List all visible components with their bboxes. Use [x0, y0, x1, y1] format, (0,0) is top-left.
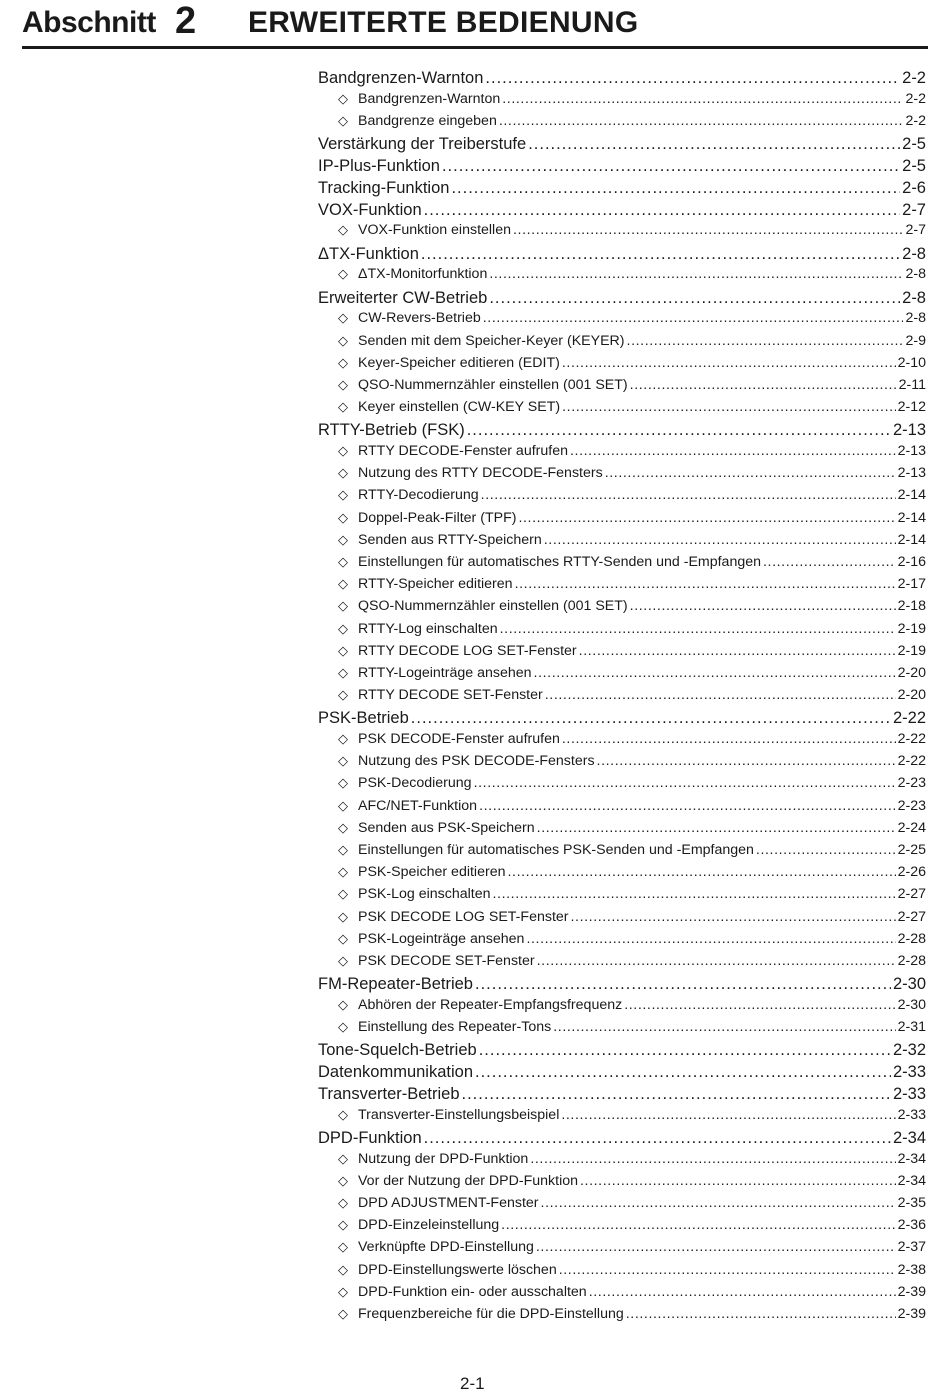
toc-entry-page: 2-26	[897, 864, 926, 881]
toc-entry-label: Erweiterter CW-Betrieb	[318, 288, 488, 307]
toc-entry-label: Bandgrenzen-Warnton	[318, 69, 484, 87]
toc-entry-page: 2-10	[897, 354, 926, 371]
toc-entry-page: 2-2	[902, 69, 926, 87]
toc-subentry[interactable]	[318, 91, 926, 113]
toc-subentry[interactable]	[318, 355, 926, 377]
toc-entry-page: 2-34	[897, 1172, 926, 1189]
toc-subentry[interactable]	[318, 1217, 926, 1239]
toc-subentry[interactable]	[318, 665, 926, 687]
dot-leader	[442, 157, 900, 176]
dot-leader	[518, 510, 895, 526]
toc-entry-page: 2-39	[897, 1283, 926, 1300]
toc-entry-label: DPD-Funktion ein- oder ausschalten	[358, 1283, 587, 1300]
toc-entry[interactable]	[318, 245, 926, 267]
dot-leader	[562, 731, 896, 747]
dot-leader	[502, 91, 903, 107]
toc-entry[interactable]	[318, 289, 926, 311]
toc-subentry[interactable]	[318, 731, 926, 753]
toc-subentry[interactable]	[318, 621, 926, 643]
toc-subentry[interactable]	[318, 554, 926, 576]
toc-subentry[interactable]	[318, 333, 926, 355]
toc-entry-page: 2-27	[897, 908, 926, 925]
toc-entry-label: VOX-Funktion	[318, 200, 422, 219]
toc-entry-page: 2-22	[897, 731, 926, 748]
toc-entry-label: RTTY DECODE SET-Fenster	[358, 687, 543, 704]
toc-subentry[interactable]	[318, 443, 926, 465]
diamond-bullet-icon: ◇	[338, 642, 348, 658]
diamond-bullet-icon: ◇	[338, 753, 348, 769]
toc-entry-page: 2-2	[905, 90, 926, 107]
toc-subentry[interactable]	[318, 997, 926, 1019]
toc-entry-page: 2-14	[897, 531, 926, 548]
diamond-bullet-icon: ◇	[338, 1283, 348, 1299]
toc-entry-label: Einstellung des Repeater-Tons	[358, 1019, 552, 1036]
toc-entry-label: PSK DECODE SET-Fenster	[358, 952, 535, 969]
toc-subentry[interactable]	[318, 598, 926, 620]
dot-leader	[507, 864, 895, 880]
toc-subentry[interactable]	[318, 532, 926, 554]
toc-entry-page: 2-13	[892, 421, 926, 440]
toc-entry-page: 2-13	[897, 465, 926, 482]
toc-entry-page: 2-20	[897, 664, 926, 681]
toc-entry-page: 2-8	[905, 310, 926, 327]
section-header	[22, 0, 928, 49]
toc-entry-page: 2-5	[902, 156, 926, 175]
dot-leader	[763, 554, 896, 570]
toc-subentry[interactable]	[318, 864, 926, 886]
dot-leader	[424, 1129, 891, 1148]
dot-leader	[485, 69, 900, 88]
toc-entry-page: 2-32	[892, 1041, 926, 1060]
dot-leader	[537, 953, 896, 969]
dot-leader	[479, 798, 896, 814]
dot-leader	[580, 1173, 896, 1189]
toc-subentry[interactable]	[318, 1019, 926, 1041]
dot-leader	[421, 245, 900, 264]
toc-subentry[interactable]	[318, 1173, 926, 1195]
toc-entry-label: RTTY DECODE-Fenster aufrufen	[358, 443, 568, 460]
toc-entry[interactable]	[318, 1129, 926, 1151]
diamond-bullet-icon: ◇	[338, 819, 348, 835]
dot-leader	[424, 201, 901, 220]
toc-entry-page: 2-33	[892, 1063, 926, 1082]
diamond-bullet-icon: ◇	[338, 996, 348, 1012]
toc-entry-label: DPD-Einstellungswerte löschen	[358, 1261, 557, 1278]
diamond-bullet-icon: ◇	[338, 1172, 348, 1188]
diamond-bullet-icon: ◇	[338, 1019, 348, 1035]
dot-leader	[570, 443, 896, 459]
toc-entry-label: DPD-Funktion	[318, 1128, 422, 1147]
toc-entry-page: 2-27	[897, 886, 926, 903]
toc-subentry[interactable]	[318, 222, 926, 244]
dot-leader	[489, 289, 900, 308]
toc-entry-label: FM-Repeater-Betrieb	[318, 975, 473, 994]
diamond-bullet-icon: ◇	[338, 332, 348, 348]
toc-entry-label: Einstellungen für automatisches PSK-Senden und -Empfangen	[358, 842, 754, 859]
toc-entry-page: 2-22	[892, 709, 926, 728]
toc-entry[interactable]	[318, 179, 926, 201]
toc-entry-label: CW-Revers-Betrieb	[358, 310, 481, 327]
diamond-bullet-icon: ◇	[338, 222, 348, 238]
toc-subentry[interactable]	[318, 465, 926, 487]
toc-entry-page: 2-6	[902, 178, 926, 197]
toc-entry-page: 2-13	[897, 443, 926, 460]
toc-subentry[interactable]	[318, 1284, 926, 1306]
toc-entry-label: Senden aus RTTY-Speichern	[358, 531, 542, 548]
toc-entry-label: Tone-Squelch-Betrieb	[318, 1041, 477, 1060]
toc-entry-page: 2-8	[905, 266, 926, 283]
toc-entry-page: 2-14	[897, 487, 926, 504]
dot-leader	[630, 377, 897, 393]
toc-entry-label: Einstellungen für automatisches RTTY-Senden und -Empfangen	[358, 554, 762, 570]
toc-entry-label: RTTY-Logeinträge ansehen	[358, 664, 532, 681]
diamond-bullet-icon: ◇	[338, 952, 348, 968]
diamond-bullet-icon: ◇	[338, 842, 348, 858]
toc-entry[interactable]	[318, 1085, 926, 1107]
toc-entry-label: Verstärkung der Treiberstufe	[318, 135, 527, 154]
toc-entry-label: Verknüpfte DPD-Einstellung	[358, 1239, 534, 1256]
toc-entry[interactable]	[318, 1041, 926, 1063]
diamond-bullet-icon: ◇	[338, 1306, 348, 1322]
toc-entry-page: 2-34	[897, 1150, 926, 1167]
dot-leader	[499, 113, 904, 129]
dot-leader	[561, 1107, 895, 1123]
toc-entry-label: PSK-Decodierung	[358, 775, 472, 792]
toc-entry-label: Transverter-Einstellungsbeispiel	[358, 1106, 560, 1123]
toc-subentry[interactable]	[318, 1195, 926, 1217]
dot-leader	[541, 1195, 896, 1211]
dot-leader	[489, 266, 903, 282]
dot-leader	[559, 1262, 896, 1278]
toc-entry-page: 2-20	[897, 687, 926, 704]
toc-subentry[interactable]	[318, 310, 926, 332]
toc-entry-page: 2-14	[897, 509, 926, 526]
diamond-bullet-icon: ◇	[338, 399, 348, 415]
dot-leader	[536, 1239, 896, 1255]
toc-subentry[interactable]	[318, 1306, 926, 1328]
dot-leader	[474, 775, 896, 791]
section-number: 2	[175, 0, 197, 42]
toc-entry-page: 2-23	[897, 775, 926, 792]
toc-entry-label: RTTY-Betrieb (FSK)	[318, 421, 465, 440]
dot-leader	[571, 909, 896, 925]
dot-leader	[500, 621, 896, 637]
diamond-bullet-icon: ◇	[338, 554, 348, 569]
diamond-bullet-icon: ◇	[338, 930, 348, 946]
toc-entry-label: Bandgrenze eingeben	[358, 112, 497, 129]
toc-subentry[interactable]	[318, 842, 926, 864]
toc-entry-label: Nutzung des PSK DECODE-Fensters	[358, 753, 595, 770]
dot-leader	[597, 753, 896, 769]
toc-entry-page: 2-34	[892, 1128, 926, 1147]
dot-leader	[626, 1306, 896, 1322]
dot-leader	[562, 399, 895, 415]
toc-entry-label: Nutzung der DPD-Funktion	[358, 1150, 529, 1167]
diamond-bullet-icon: ◇	[338, 266, 348, 282]
toc-subentry[interactable]	[318, 820, 926, 842]
toc-entry[interactable]	[318, 201, 926, 223]
toc-subentry[interactable]	[318, 510, 926, 532]
diamond-bullet-icon: ◇	[338, 687, 348, 703]
toc-entry-label: RTTY-Speicher editieren	[358, 576, 513, 593]
diamond-bullet-icon: ◇	[338, 1217, 348, 1233]
toc-entry-page: 2-19	[897, 642, 926, 659]
dot-leader	[544, 532, 896, 548]
toc-entry-page: 2-8	[902, 288, 926, 307]
diamond-bullet-icon: ◇	[338, 1195, 348, 1211]
toc-entry-page: 2-24	[897, 819, 926, 836]
toc-entry[interactable]	[318, 421, 926, 443]
toc-subentry[interactable]	[318, 377, 926, 399]
diamond-bullet-icon: ◇	[338, 112, 348, 128]
toc-subentry[interactable]	[318, 1107, 926, 1129]
diamond-bullet-icon: ◇	[338, 1106, 348, 1122]
toc-subentry[interactable]	[318, 953, 926, 975]
diamond-bullet-icon: ◇	[338, 908, 348, 924]
dot-leader	[530, 1151, 895, 1167]
toc-subentry[interactable]	[318, 798, 926, 820]
toc-entry-page: 2-35	[897, 1195, 926, 1212]
diamond-bullet-icon: ◇	[338, 797, 348, 813]
toc-entry-label: AFC/NET-Funktion	[358, 797, 478, 814]
toc-subentry[interactable]	[318, 266, 926, 288]
dot-leader	[528, 135, 900, 154]
dot-leader	[605, 465, 896, 481]
dot-leader	[462, 1085, 891, 1104]
toc-subentry[interactable]	[318, 113, 926, 135]
toc-entry-label: Datenkommunikation	[318, 1063, 473, 1082]
toc-entry-label: Abhören der Repeater-Empfangsfrequenz	[358, 996, 623, 1013]
toc-entry-label: QSO-Nummernzähler einstellen (001 SET)	[358, 598, 628, 615]
dot-leader	[553, 1019, 895, 1035]
toc-entry-label: Bandgrenzen-Warnton	[358, 90, 501, 107]
toc-entry-label: Tracking-Funktion	[318, 178, 450, 197]
toc-subentry[interactable]	[318, 399, 926, 421]
diamond-bullet-icon: ◇	[338, 354, 348, 370]
diamond-bullet-icon: ◇	[338, 775, 348, 791]
toc-entry[interactable]	[318, 1063, 926, 1085]
dot-leader	[545, 687, 896, 703]
toc-subentry[interactable]	[318, 753, 926, 775]
diamond-bullet-icon: ◇	[338, 1261, 348, 1277]
toc-entry-page: 2-33	[892, 1084, 926, 1103]
toc-entry-page: 2-30	[892, 975, 926, 994]
dot-leader	[624, 997, 895, 1013]
toc-entry-label: IP-Plus-Funktion	[318, 156, 440, 175]
toc-subentry[interactable]	[318, 775, 926, 797]
dot-leader	[411, 709, 891, 728]
page-number: 2-1	[460, 1374, 485, 1393]
dot-leader	[756, 842, 896, 858]
toc-entry-page: 2-39	[897, 1306, 926, 1323]
toc-entry-page: 2-22	[897, 753, 926, 770]
toc-entry[interactable]	[318, 69, 926, 91]
diamond-bullet-icon: ◇	[338, 531, 348, 547]
dot-leader	[451, 179, 900, 198]
toc-entry-label: Keyer-Speicher editieren (EDIT)	[358, 354, 560, 371]
dot-leader	[513, 222, 903, 238]
dot-leader	[467, 421, 891, 440]
diamond-bullet-icon: ◇	[338, 664, 348, 680]
diamond-bullet-icon: ◇	[338, 1239, 348, 1255]
toc-entry-page: 2-18	[897, 598, 926, 615]
dot-leader	[526, 931, 895, 947]
diamond-bullet-icon: ◇	[338, 509, 348, 525]
diamond-bullet-icon: ◇	[338, 598, 348, 614]
toc-entry-label: Transverter-Betrieb	[318, 1084, 460, 1103]
toc-entry-label: RTTY DECODE LOG SET-Fenster	[358, 642, 577, 659]
toc-subentry[interactable]	[318, 643, 926, 665]
toc-entry[interactable]	[318, 709, 926, 731]
toc-entry-label: Vor der Nutzung der DPD-Funktion	[358, 1172, 579, 1189]
toc-entry-label: PSK-Log einschalten	[358, 886, 491, 903]
toc-entry-page: 2-25	[897, 842, 926, 859]
toc-entry-page: 2-2	[905, 112, 926, 129]
diamond-bullet-icon: ◇	[338, 465, 348, 481]
toc-entry-label: RTTY-Log einschalten	[358, 620, 498, 637]
diamond-bullet-icon: ◇	[338, 731, 348, 747]
diamond-bullet-icon: ◇	[338, 443, 348, 459]
toc-entry[interactable]	[318, 135, 926, 157]
toc-entry-page: 2-30	[897, 996, 926, 1013]
toc-entry-label: DPD-Einzeleinstellung	[358, 1217, 500, 1234]
toc-entry-page: 2-17	[897, 576, 926, 593]
dot-leader	[479, 1041, 891, 1060]
diamond-bullet-icon: ◇	[338, 864, 348, 880]
diamond-bullet-icon: ◇	[338, 90, 348, 106]
toc-entry-label: PSK-Logeinträge ansehen	[358, 930, 525, 947]
toc-subentry[interactable]	[318, 687, 926, 709]
toc-subentry[interactable]	[318, 1151, 926, 1173]
dot-leader	[493, 886, 896, 902]
toc-entry-page: 2-33	[897, 1106, 926, 1123]
dot-leader	[483, 310, 904, 326]
toc-entry-page: 2-38	[897, 1261, 926, 1278]
toc-entry-page: 2-7	[902, 200, 926, 219]
toc-entry-page: 2-8	[902, 244, 926, 263]
dot-leader	[481, 487, 896, 503]
diamond-bullet-icon: ◇	[338, 487, 348, 503]
dot-leader	[475, 1063, 891, 1082]
toc-entry-page: 2-9	[905, 332, 926, 349]
table-of-contents	[318, 69, 926, 1328]
toc-entry-label: Doppel-Peak-Filter (TPF)	[358, 509, 517, 526]
toc-subentry[interactable]	[318, 931, 926, 953]
toc-entry-label: PSK-Speicher editieren	[358, 864, 506, 881]
toc-entry-label: RTTY-Decodierung	[358, 487, 479, 504]
toc-entry[interactable]	[318, 975, 926, 997]
dot-leader	[475, 975, 891, 994]
toc-entry-label: VOX-Funktion einstellen	[358, 222, 511, 239]
diamond-bullet-icon: ◇	[338, 1150, 348, 1166]
diamond-bullet-icon: ◇	[338, 576, 348, 592]
toc-entry-label: Keyer einstellen (CW-KEY SET)	[358, 399, 561, 416]
toc-entry-label: QSO-Nummernzähler einstellen (001 SET)	[358, 376, 628, 393]
toc-subentry[interactable]	[318, 1262, 926, 1284]
toc-entry-page: 2-19	[897, 620, 926, 637]
dot-leader	[515, 576, 896, 592]
toc-entry-label: Frequenzbereiche für die DPD-Einstellung	[358, 1306, 624, 1323]
toc-entry-page: 2-16	[897, 554, 926, 570]
dot-leader	[589, 1284, 896, 1300]
toc-entry[interactable]	[318, 157, 926, 179]
toc-entry-label: PSK-Betrieb	[318, 709, 409, 728]
dot-leader	[537, 820, 896, 836]
toc-entry-label: Senden aus PSK-Speichern	[358, 819, 535, 836]
toc-entry-page: 2-36	[897, 1217, 926, 1234]
toc-entry-page: 2-11	[898, 376, 926, 393]
toc-subentry[interactable]	[318, 576, 926, 598]
toc-entry-page: 2-31	[897, 1019, 926, 1036]
toc-entry-page: 2-28	[897, 930, 926, 947]
diamond-bullet-icon: ◇	[338, 310, 348, 326]
dot-leader	[562, 355, 896, 371]
toc-entry-label: PSK DECODE LOG SET-Fenster	[358, 908, 569, 925]
section-label: Abschnitt	[22, 6, 156, 39]
toc-entry-label: Senden mit dem Speicher-Keyer (KEYER)	[358, 332, 625, 349]
diamond-bullet-icon: ◇	[338, 620, 348, 636]
toc-entry-label: DPD ADJUSTMENT-Fenster	[358, 1195, 539, 1212]
dot-leader	[630, 598, 896, 614]
diamond-bullet-icon: ◇	[338, 886, 348, 902]
toc-entry-label: ΔTX-Funktion	[318, 244, 419, 263]
toc-subentry[interactable]	[318, 1239, 926, 1261]
dot-leader	[534, 665, 896, 681]
toc-entry-page: 2-37	[897, 1239, 926, 1256]
section-title: ERWEITERTE BEDIENUNG	[248, 6, 639, 39]
dot-leader	[579, 643, 896, 659]
toc-entry-page: 2-5	[902, 135, 926, 154]
toc-entry-page: 2-28	[897, 952, 926, 969]
dot-leader	[501, 1217, 895, 1233]
toc-subentry[interactable]	[318, 886, 926, 908]
toc-entry-label: Nutzung des RTTY DECODE-Fensters	[358, 465, 603, 482]
toc-entry-page: 2-7	[905, 222, 926, 239]
toc-subentry[interactable]	[318, 487, 926, 509]
toc-entry-label: PSK DECODE-Fenster aufrufen	[358, 731, 560, 748]
toc-subentry[interactable]	[318, 909, 926, 931]
toc-entry-label: ΔTX-Monitorfunktion	[358, 266, 488, 283]
dot-leader	[627, 333, 904, 349]
toc-entry-page: 2-12	[897, 399, 926, 416]
diamond-bullet-icon: ◇	[338, 376, 348, 392]
toc-entry-page: 2-23	[897, 797, 926, 814]
